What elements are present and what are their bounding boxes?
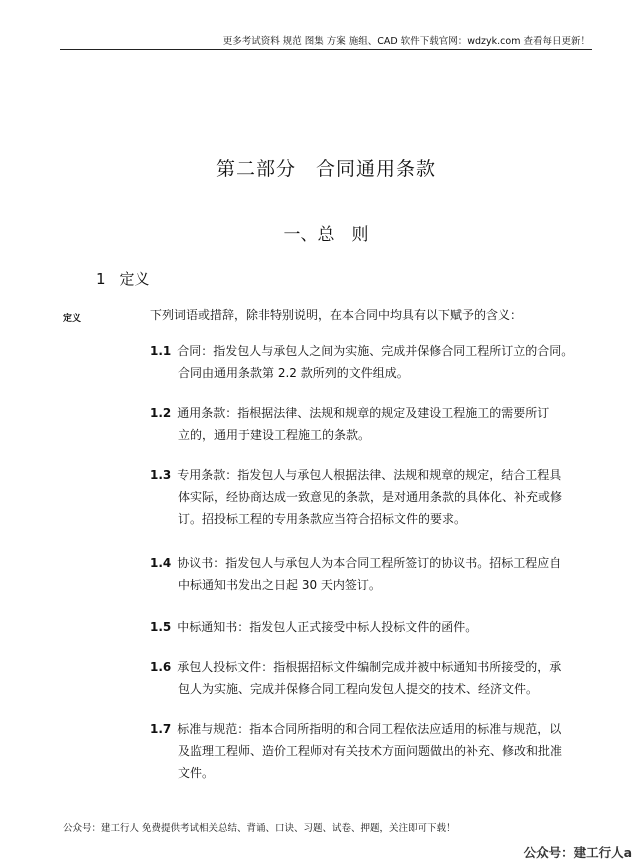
footer-note: 公众号：建工行人 免费提供考试相关总结、背诵、口诀、习题、试卷、押题，关注即可下载！ (63, 823, 456, 834)
definitions-intro: 下列词语或措辞，除非特别说明，在本合同中均具有以下赋予的含义： (150, 308, 523, 322)
section-number: 1 (96, 270, 106, 288)
clause-line: 中标通知书发出之日起 30 天内签订。 (178, 578, 381, 592)
header-banner: 更多考试资料 规范 图集 方案 施组、CAD 软件下载官网：wdzyk.com 查看每日更新！ (222, 36, 590, 47)
clause-line: 通用条款：指根据法律、法规和规章的规定及建设工程施工的需要所订 (177, 406, 550, 420)
clause-line: 及监理工程师、造价工程师对有关技术方面问题做出的补充、修改和批准 (178, 744, 563, 758)
part-title: 第二部分 合同通用条款 (215, 158, 436, 180)
clause-line: 合同由通用条款第 2.2 款所列的文件组成。 (178, 366, 409, 380)
clause-1-6 (150, 656, 590, 700)
header-divider (60, 49, 592, 50)
clause-line: 协议书：指发包人与承包人为本合同工程所签订的协议书。招标工程应自 (177, 556, 562, 570)
clause-1-3 (150, 464, 590, 530)
clause-line: 包人为实施、完成并保修合同工程向发包人提交的技术、经济文件。 (178, 682, 539, 696)
clause-line: 标准与规范：指本合同所指明的和合同工程依法应适用的标准与规范，以 (177, 722, 562, 736)
clause-line: 体实际，经协商达成一致意见的条款，是对通用条款的具体化、补充或修 (178, 490, 563, 504)
clause-line: 文件。 (178, 766, 215, 780)
clause-number: 1.5 (150, 620, 172, 634)
margin-label: 定义 (63, 314, 82, 324)
clause-1-2 (150, 402, 590, 446)
clause-1-1 (150, 340, 590, 384)
section-heading (96, 268, 150, 289)
clause-line: 专用条款：指发包人与承包人根据法律、法规和规章的规定，结合工程具 (177, 468, 562, 482)
clause-number: 1.1 (150, 344, 172, 358)
clause-line: 承包人投标文件：指根据招标文件编制完成并被中标通知书所接受的，承 (177, 660, 562, 674)
clause-line: 立的，通用于建设工程施工的条款。 (178, 428, 371, 442)
chapter-title: 一、总 则 (283, 225, 369, 245)
clause-number: 1.2 (150, 406, 172, 420)
watermark-text: 公众号：建工行人a (523, 845, 632, 860)
clause-line: 中标通知书：指发包人正式接受中标人投标文件的函件。 (177, 620, 478, 634)
clause-number: 1.7 (150, 722, 172, 736)
clause-number: 1.3 (150, 468, 172, 482)
clause-line: 订。招投标工程的专用条款应当符合招标文件的要求。 (178, 512, 467, 526)
clause-1-5 (150, 616, 590, 638)
clause-1-4 (150, 552, 590, 596)
clause-1-7 (150, 718, 590, 784)
section-title: 定义 (119, 270, 150, 288)
clause-number: 1.6 (150, 660, 172, 674)
clause-line: 合同：指发包人与承包人之间为实施、完成并保修合同工程所订立的合同。 (177, 344, 574, 358)
clause-number: 1.4 (150, 556, 172, 570)
